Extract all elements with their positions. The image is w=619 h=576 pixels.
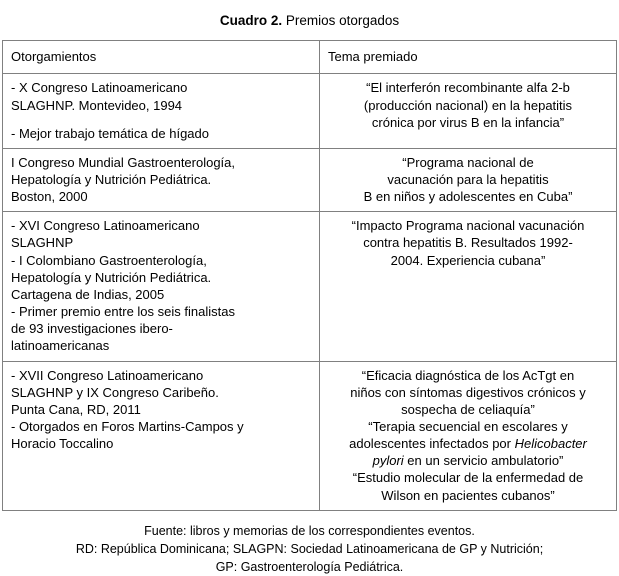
cell-line: Horacio Toccalino bbox=[11, 436, 114, 452]
cell-line: “Estudio molecular de la enfermedad de bbox=[352, 470, 584, 486]
species-name: Helicobacter bbox=[514, 436, 587, 452]
line-gap bbox=[11, 114, 311, 125]
cell-line: contra hepatitis B. Resultados 1992- bbox=[363, 235, 573, 251]
cell-line: pylori en un servicio ambulatorio” bbox=[372, 453, 564, 469]
cell-line: latinoamericanas bbox=[11, 338, 110, 354]
cell-tema bbox=[320, 212, 617, 361]
cell-line: “Programa nacional de bbox=[402, 154, 534, 170]
cell-otorgamientos bbox=[3, 361, 320, 510]
footnote-line: GP: Gastroenterología Pediátrica. bbox=[215, 560, 404, 575]
cell-line: sospecha de celiaquía” bbox=[401, 401, 535, 417]
cell-line: Punta Cana, RD, 2011 bbox=[11, 401, 141, 417]
species-name: pylori bbox=[372, 453, 404, 469]
table-header bbox=[3, 41, 617, 74]
table-row bbox=[3, 212, 617, 361]
cell-tema bbox=[320, 361, 617, 510]
cell-line: Hepatología y Nutrición Pediátrica. bbox=[11, 171, 212, 187]
cell-line: “Eficacia diagnóstica de los AcTgt en bbox=[361, 367, 575, 383]
cell-line: “Terapia secuencial en escolares y bbox=[368, 419, 568, 434]
column-header-otorgamientos: Otorgamientos bbox=[3, 41, 320, 74]
cell-otorgamientos bbox=[3, 212, 320, 361]
cell-line: “El interferón recombinante alfa 2-b bbox=[366, 80, 570, 96]
cell-line: Hepatología y Nutrición Pediátrica. bbox=[11, 269, 212, 285]
table-footnote bbox=[0, 511, 619, 576]
cell-line: 2004. Experiencia cubana” bbox=[390, 252, 546, 268]
cell-line: - Mejor trabajo temática de hígado bbox=[11, 125, 209, 141]
cell-tema bbox=[320, 148, 617, 211]
cell-line: - Otorgados en Foros Martins-Campos y bbox=[11, 419, 244, 434]
cell-line: - I Colombiano Gastroenterología, bbox=[11, 252, 207, 268]
table-body bbox=[3, 74, 617, 510]
footnote-line: Fuente: libros y memorias de los correspondientes eventos. bbox=[144, 523, 475, 538]
cell-line: (producción nacional) en la hepatitis bbox=[363, 97, 573, 113]
awards-table bbox=[2, 40, 617, 511]
cell-line: adolescentes infectados por Helicobacter bbox=[349, 436, 587, 452]
cell-line: - XVII Congreso Latinoamericano bbox=[11, 367, 204, 383]
cell-line: - X Congreso Latinoamericano bbox=[11, 80, 188, 96]
cell-line: Cartagena de Indias, 2005 bbox=[11, 286, 165, 302]
footnote-line: RD: República Dominicana; SLAGPN: Sociedad Latinoamericana de GP y Nutrición; bbox=[75, 541, 544, 556]
cell-line: de 93 investigaciones ibero- bbox=[11, 321, 173, 337]
cell-line: niños con síntomas digestivos crónicos y bbox=[350, 384, 586, 400]
table-caption bbox=[0, 0, 619, 40]
cell-line: B en niños y adolescentes en Cuba” bbox=[363, 189, 573, 205]
table-row bbox=[3, 148, 617, 211]
cell-line: - Primer premio entre los seis finalistas bbox=[11, 304, 235, 320]
cell-line: “Impacto Programa nacional vacunación bbox=[351, 218, 585, 234]
table-row bbox=[3, 361, 617, 510]
cell-line: I Congreso Mundial Gastroenterología, bbox=[11, 154, 236, 170]
cell-otorgamientos bbox=[3, 148, 320, 211]
cell-line: Wilson en pacientes cubanos” bbox=[381, 487, 555, 503]
caption-label: Cuadro 2. bbox=[219, 13, 283, 28]
cell-line: SLAGHNP y IX Congreso Caribeño. bbox=[11, 384, 219, 400]
cell-otorgamientos bbox=[3, 74, 320, 148]
column-header-tema: Tema premiado bbox=[320, 41, 617, 74]
cell-line: vacunación para la hepatitis bbox=[387, 171, 549, 187]
cell-line: - XVI Congreso Latinoamericano bbox=[11, 218, 200, 234]
cell-line: SLAGHNP. Montevideo, 1994 bbox=[11, 97, 183, 113]
table-row bbox=[3, 74, 617, 148]
caption-text: Premios otorgados bbox=[285, 13, 400, 28]
table-header-row bbox=[3, 41, 617, 74]
cell-line: SLAGHNP bbox=[11, 235, 74, 251]
cell-tema bbox=[320, 74, 617, 148]
cell-line: Boston, 2000 bbox=[11, 189, 88, 205]
cell-line: crónica por virus B en la infancia” bbox=[371, 114, 565, 130]
